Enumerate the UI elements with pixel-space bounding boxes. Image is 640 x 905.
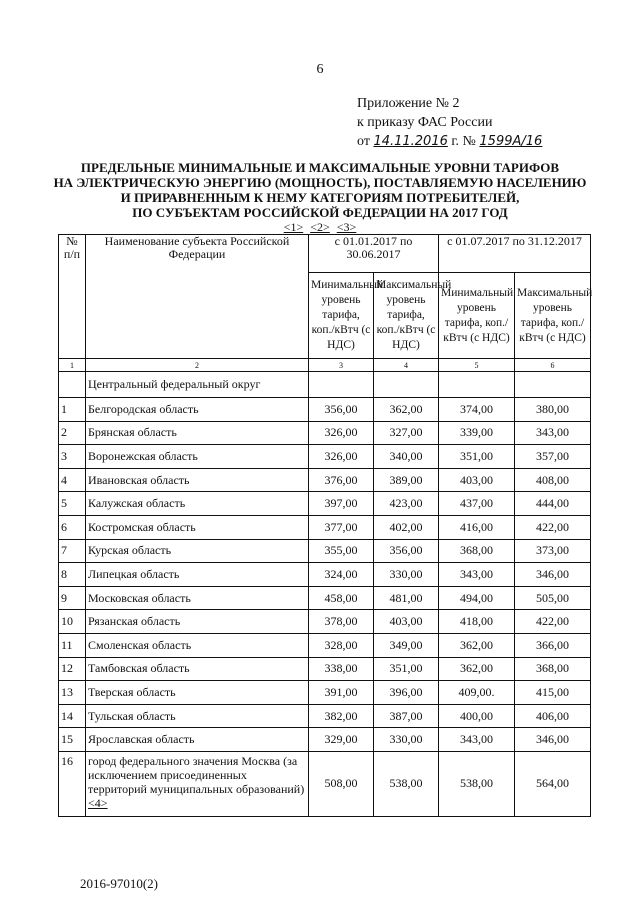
min-tariff-h2: 362,00	[439, 657, 515, 681]
row-number: 2	[59, 421, 86, 445]
row-number: 15	[59, 728, 86, 752]
max-tariff-h2: 406,00	[515, 704, 591, 728]
min-tariff-h1: 356,00	[309, 398, 374, 422]
min-tariff-h2: 538,00	[439, 751, 515, 816]
row-number: 16	[59, 751, 86, 816]
footnote-ref: <3>	[336, 220, 357, 234]
table-row	[59, 704, 591, 728]
region-name-text: город федерального значения Москва (за исключением присоединенных территорий муниципальных образований)	[88, 753, 305, 796]
max-tariff-h1: 349,00	[374, 633, 439, 657]
col-number: 6	[515, 359, 591, 372]
min-tariff-h1: 324,00	[309, 563, 374, 587]
min-tariff-h1: 397,00	[309, 492, 374, 516]
row-number: 12	[59, 657, 86, 681]
max-tariff-h2: 346,00	[515, 728, 591, 752]
min-tariff-h1: 377,00	[309, 515, 374, 539]
min-tariff-h1: 378,00	[309, 610, 374, 634]
table-row	[59, 657, 591, 681]
region-name: Ярославская область	[86, 728, 309, 752]
table-row	[59, 539, 591, 563]
max-tariff-h1: 356,00	[374, 539, 439, 563]
appendix-order: к приказу ФАС России	[357, 115, 493, 130]
row-number: 5	[59, 492, 86, 516]
min-tariff-h1: 338,00	[309, 657, 374, 681]
row-number: 10	[59, 610, 86, 634]
min-tariff-h2: 418,00	[439, 610, 515, 634]
min-tariff-h1: 355,00	[309, 539, 374, 563]
row-number: 7	[59, 539, 86, 563]
table-row	[59, 586, 591, 610]
header-name: Наименование субъекта Российской Федерации	[86, 235, 309, 359]
region-name: Смоленская область	[86, 633, 309, 657]
row-number: 4	[59, 468, 86, 492]
max-tariff-h2: 380,00	[515, 398, 591, 422]
region-name: Московская область	[86, 586, 309, 610]
row-number: 3	[59, 445, 86, 469]
table-row	[59, 681, 591, 705]
document-code: 2016-97010(2)	[80, 876, 158, 891]
footnote-refs	[0, 220, 640, 235]
max-tariff-h1: 538,00	[374, 751, 439, 816]
tariff-table	[58, 234, 591, 817]
max-tariff-h2: 373,00	[515, 539, 591, 563]
row-number: 9	[59, 586, 86, 610]
max-tariff-h2: 444,00	[515, 492, 591, 516]
min-tariff-h2: 494,00	[439, 586, 515, 610]
max-tariff-h2: 343,00	[515, 421, 591, 445]
region-name: Тульская область	[86, 704, 309, 728]
header-min-1: Минимальный уровень тарифа, коп./кВтч (с НДС)	[309, 273, 374, 359]
header-num: № п/п	[59, 235, 86, 359]
max-tariff-h2: 408,00	[515, 468, 591, 492]
header-max-1: Максимальный уровень тарифа, коп./кВтч (с НДС)	[374, 273, 439, 359]
max-tariff-h1: 351,00	[374, 657, 439, 681]
min-tariff-h2: 351,00	[439, 445, 515, 469]
region-name: Тамбовская область	[86, 657, 309, 681]
document-title: ПРЕДЕЛЬНЫЕ МИНИМАЛЬНЫЕ И МАКСИМАЛЬНЫЕ УРОВНИ ТАРИФОВ НА ЭЛЕКТРИЧЕСКУЮ ЭНЕРГИЮ (МОЩНОСТЬ), ПОСТАВЛЯЕМУЮ НАСЕЛЕНИЮ И ПРИРАВНЕННЫМ К НЕМУ КАТЕГОРИЯМ ПОТРЕБИТЕЛЕЙ, ПО СУБЪЕКТАМ РОССИЙСКОЙ ФЕДЕРАЦИИ НА 2017 ГОД	[53, 160, 587, 220]
appendix-title: Приложение № 2	[357, 96, 460, 111]
max-tariff-h2: 346,00	[515, 563, 591, 587]
min-tariff-h1: 508,00	[309, 751, 374, 816]
group-row	[59, 372, 591, 398]
min-tariff-h1: 326,00	[309, 445, 374, 469]
max-tariff-h2: 415,00	[515, 681, 591, 705]
table-row	[59, 633, 591, 657]
min-tariff-h2: 362,00	[439, 633, 515, 657]
table-row	[59, 563, 591, 587]
min-tariff-h2: 343,00	[439, 728, 515, 752]
region-name: Рязанская область	[86, 610, 309, 634]
row-number: 1	[59, 398, 86, 422]
table-row	[59, 610, 591, 634]
max-tariff-h2: 422,00	[515, 515, 591, 539]
min-tariff-h1: 382,00	[309, 704, 374, 728]
region-name: Ивановская область	[86, 468, 309, 492]
region-name: Калужская область	[86, 492, 309, 516]
group-label: Центральный федеральный округ	[86, 372, 309, 398]
row-number: 13	[59, 681, 86, 705]
min-tariff-h1: 391,00	[309, 681, 374, 705]
col-number: 2	[86, 359, 309, 372]
min-tariff-h2: 343,00	[439, 563, 515, 587]
max-tariff-h1: 423,00	[374, 492, 439, 516]
row-number: 11	[59, 633, 86, 657]
table-row	[59, 515, 591, 539]
region-name	[86, 751, 309, 816]
max-tariff-h2: 564,00	[515, 751, 591, 816]
max-tariff-h1: 387,00	[374, 704, 439, 728]
max-tariff-h1: 402,00	[374, 515, 439, 539]
handwritten-date: 14.11.2016	[373, 134, 448, 149]
max-tariff-h2: 422,00	[515, 610, 591, 634]
min-tariff-h2: 403,00	[439, 468, 515, 492]
handwritten-order-number: 1599А/16	[479, 134, 543, 149]
max-tariff-h1: 327,00	[374, 421, 439, 445]
header-max-2: Максимальный уровень тарифа, коп./кВтч (с НДС)	[515, 273, 591, 359]
row-number: 6	[59, 515, 86, 539]
footnote-ref: <1>	[283, 220, 304, 234]
table-row	[59, 468, 591, 492]
max-tariff-h2: 368,00	[515, 657, 591, 681]
min-tariff-h1: 326,00	[309, 421, 374, 445]
max-tariff-h2: 357,00	[515, 445, 591, 469]
table-row	[59, 421, 591, 445]
header-min-2: Минимальный уровень тарифа, коп./кВтч (с НДС)	[439, 273, 515, 359]
max-tariff-h2: 505,00	[515, 586, 591, 610]
col-number: 3	[309, 359, 374, 372]
region-name: Липецкая область	[86, 563, 309, 587]
table-row	[59, 445, 591, 469]
max-tariff-h1: 330,00	[374, 563, 439, 587]
table-row	[59, 728, 591, 752]
col-number: 4	[374, 359, 439, 372]
table-row	[59, 492, 591, 516]
region-name: Брянская область	[86, 421, 309, 445]
table-row	[59, 398, 591, 422]
min-tariff-h1: 376,00	[309, 468, 374, 492]
footnote-ref: <2>	[310, 220, 330, 234]
col-number: 1	[59, 359, 86, 372]
region-name: Курская область	[86, 539, 309, 563]
max-tariff-h1: 403,00	[374, 610, 439, 634]
min-tariff-h2: 368,00	[439, 539, 515, 563]
min-tariff-h2: 416,00	[439, 515, 515, 539]
min-tariff-h1: 329,00	[309, 728, 374, 752]
min-tariff-h2: 400,00	[439, 704, 515, 728]
min-tariff-h2: 409,00.	[439, 681, 515, 705]
region-name: Костромская область	[86, 515, 309, 539]
appendix-date-line: от 14.11.2016 г. № 1599А/16	[357, 134, 543, 149]
max-tariff-h2: 366,00	[515, 633, 591, 657]
region-name: Воронежская область	[86, 445, 309, 469]
min-tariff-h1: 328,00	[309, 633, 374, 657]
max-tariff-h1: 481,00	[374, 586, 439, 610]
max-tariff-h1: 389,00	[374, 468, 439, 492]
table-row	[59, 751, 591, 816]
row-number: 8	[59, 563, 86, 587]
max-tariff-h1: 330,00	[374, 728, 439, 752]
appendix-block	[357, 94, 542, 151]
min-tariff-h2: 339,00	[439, 421, 515, 445]
footnote-ref: <4>	[88, 795, 108, 810]
max-tariff-h1: 340,00	[374, 445, 439, 469]
col-number: 5	[439, 359, 515, 372]
header-period-2: с 01.07.2017 по 31.12.2017	[439, 235, 591, 273]
region-name: Тверская область	[86, 681, 309, 705]
row-number: 14	[59, 704, 86, 728]
min-tariff-h1: 458,00	[309, 586, 374, 610]
max-tariff-h1: 396,00	[374, 681, 439, 705]
max-tariff-h1: 362,00	[374, 398, 439, 422]
region-name: Белгородская область	[86, 398, 309, 422]
min-tariff-h2: 374,00	[439, 398, 515, 422]
page-number: 6	[316, 62, 324, 77]
min-tariff-h2: 437,00	[439, 492, 515, 516]
header-period-1: с 01.01.2017 по 30.06.2017	[309, 235, 439, 273]
